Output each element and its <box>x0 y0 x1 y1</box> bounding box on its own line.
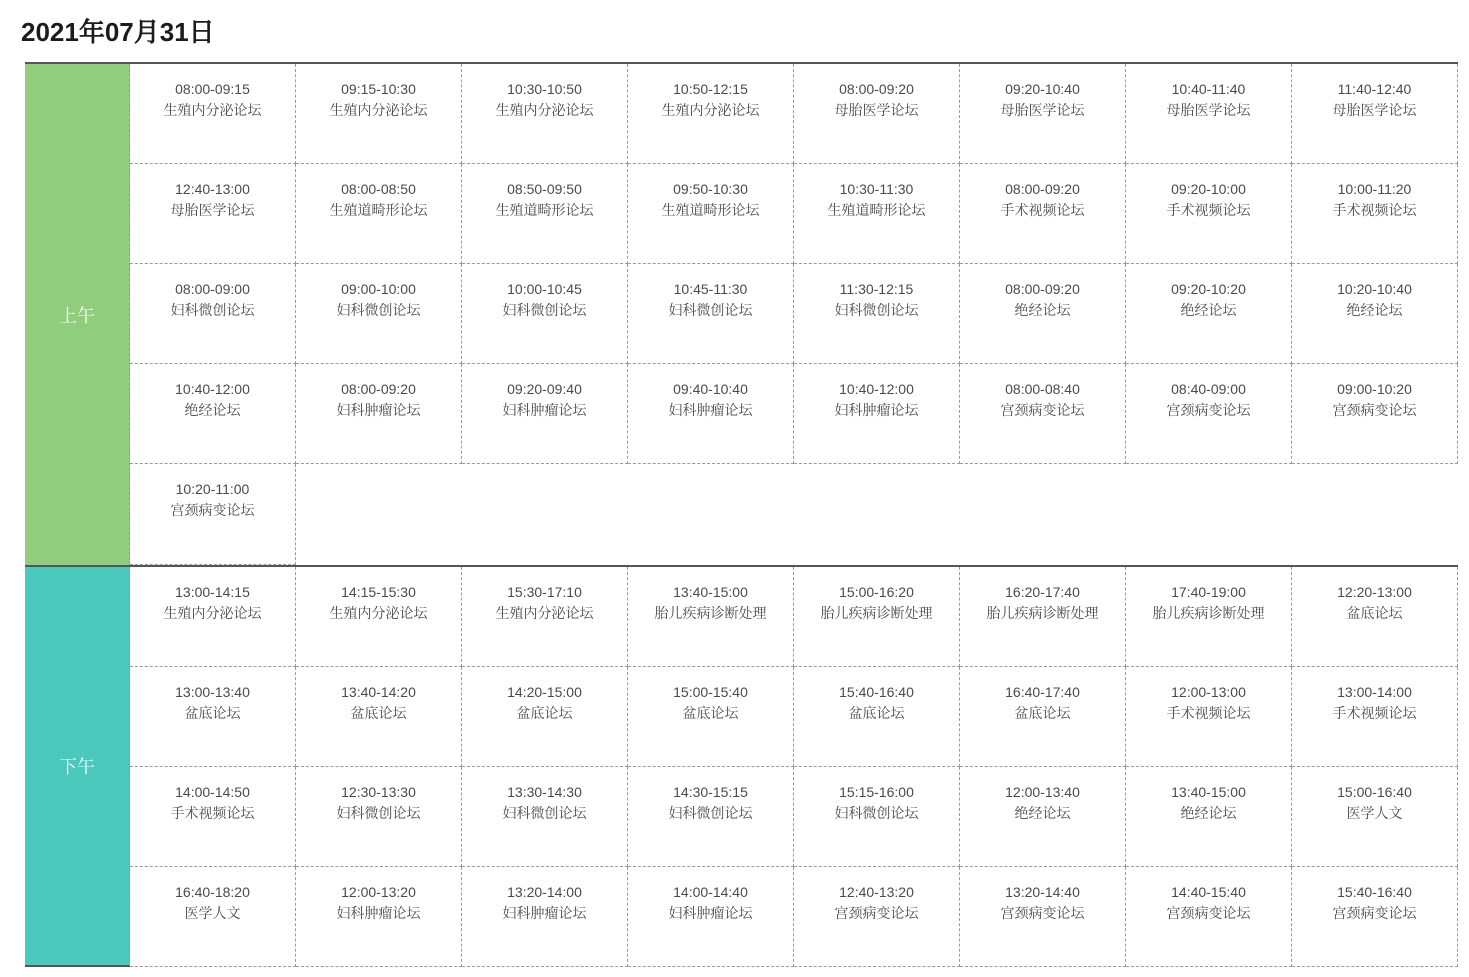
schedule-cell <box>296 164 462 264</box>
cell-time: 08:00-08:50 <box>341 181 416 197</box>
cell-forum: 妇科肿瘤论坛 <box>336 905 421 921</box>
cell-time: 16:40-17:40 <box>1005 684 1080 700</box>
cell-time: 15:15-16:00 <box>839 784 914 800</box>
schedule-cell <box>1292 867 1458 967</box>
schedule-cell <box>296 767 462 867</box>
schedule-cell <box>960 767 1126 867</box>
cell-time: 13:00-13:40 <box>175 684 250 700</box>
cell-time: 10:45-11:30 <box>673 281 748 297</box>
cell-time: 12:30-13:30 <box>341 784 416 800</box>
schedule-cell <box>130 667 296 767</box>
cell-time: 13:40-14:20 <box>341 684 416 700</box>
schedule-cell <box>1292 667 1458 767</box>
schedule-cell <box>794 567 960 667</box>
cell-time: 14:20-15:00 <box>507 684 582 700</box>
schedule-cell <box>960 164 1126 264</box>
cell-forum: 妇科肿瘤论坛 <box>834 402 919 418</box>
cell-time: 10:20-11:00 <box>175 481 250 497</box>
schedule-cell <box>628 364 794 464</box>
cell-forum: 盆底论坛 <box>184 705 241 721</box>
schedule-cell <box>960 667 1126 767</box>
cell-time: 16:20-17:40 <box>1005 584 1080 600</box>
cell-forum: 手术视频论坛 <box>1166 705 1251 721</box>
schedule-cell <box>1126 64 1292 164</box>
schedule-cell <box>794 867 960 967</box>
cell-forum: 盆底论坛 <box>848 705 905 721</box>
cell-time: 13:40-15:00 <box>1171 784 1246 800</box>
schedule-cell <box>960 867 1126 967</box>
cell-time: 12:00-13:40 <box>1005 784 1080 800</box>
schedule-cell <box>130 464 296 565</box>
schedule-cell <box>130 767 296 867</box>
schedule-table <box>25 62 1458 967</box>
cell-forum: 盆底论坛 <box>1346 605 1403 621</box>
cell-forum: 盆底论坛 <box>350 705 407 721</box>
cell-time: 10:30-10:50 <box>507 81 582 97</box>
cell-forum: 手术视频论坛 <box>1000 202 1085 218</box>
cell-time: 13:20-14:00 <box>507 884 582 900</box>
cell-forum: 宫颈病变论坛 <box>170 502 255 518</box>
cell-time: 15:40-16:40 <box>1337 884 1412 900</box>
afternoon-section-header <box>25 567 130 967</box>
schedule-cell <box>1126 867 1292 967</box>
schedule-cell <box>462 667 628 767</box>
schedule-cell <box>296 567 462 667</box>
schedule-cell <box>628 64 794 164</box>
schedule-cell <box>462 264 628 364</box>
schedule-cell <box>462 364 628 464</box>
schedule-cell <box>130 264 296 364</box>
cell-forum: 绝经论坛 <box>1014 302 1071 318</box>
cell-time: 10:30-11:30 <box>839 181 914 197</box>
schedule-cell <box>296 64 462 164</box>
schedule-cell <box>462 64 628 164</box>
afternoon-grid <box>130 567 1458 967</box>
cell-forum: 宫颈病变论坛 <box>1000 905 1085 921</box>
cell-forum: 母胎医学论坛 <box>170 202 255 218</box>
morning-section <box>25 64 1458 567</box>
morning-section-header <box>25 64 130 565</box>
page-title: 2021年07月31日 <box>21 17 215 47</box>
cell-time: 11:30-12:15 <box>839 281 914 297</box>
cell-forum: 绝经论坛 <box>1346 302 1403 318</box>
cell-time: 12:00-13:00 <box>1171 684 1246 700</box>
cell-time: 08:00-09:20 <box>839 81 914 97</box>
cell-time: 14:40-15:40 <box>1171 884 1246 900</box>
cell-forum: 生殖内分泌论坛 <box>329 605 428 621</box>
cell-time: 13:20-14:40 <box>1005 884 1080 900</box>
cell-time: 15:40-16:40 <box>839 684 914 700</box>
cell-time: 12:40-13:00 <box>175 181 250 197</box>
cell-forum: 胎儿疾病诊断处理 <box>986 605 1099 621</box>
cell-time: 10:40-12:00 <box>175 381 250 397</box>
cell-time: 08:00-09:00 <box>175 281 250 297</box>
schedule-cell <box>1126 264 1292 364</box>
cell-time: 11:40-12:40 <box>1337 81 1412 97</box>
cell-time: 15:30-17:10 <box>507 584 582 600</box>
cell-forum: 宫颈病变论坛 <box>834 905 919 921</box>
cell-forum: 妇科肿瘤论坛 <box>668 402 753 418</box>
schedule-cell <box>628 567 794 667</box>
schedule-cell <box>1292 264 1458 364</box>
cell-time: 09:20-09:40 <box>507 381 582 397</box>
cell-forum: 绝经论坛 <box>184 402 241 418</box>
cell-time: 08:00-09:20 <box>1005 281 1080 297</box>
cell-forum: 绝经论坛 <box>1014 805 1071 821</box>
schedule-cell <box>794 264 960 364</box>
schedule-cell <box>1126 364 1292 464</box>
cell-forum: 手术视频论坛 <box>1332 705 1417 721</box>
cell-time: 15:00-16:20 <box>839 584 914 600</box>
schedule-cell <box>462 867 628 967</box>
cell-time: 12:00-13:20 <box>341 884 416 900</box>
schedule-cell <box>960 264 1126 364</box>
schedule-cell <box>1126 164 1292 264</box>
schedule-cell <box>1292 364 1458 464</box>
cell-forum: 妇科肿瘤论坛 <box>668 905 753 921</box>
schedule-cell <box>130 567 296 667</box>
schedule-cell <box>1292 164 1458 264</box>
cell-forum: 绝经论坛 <box>1180 302 1237 318</box>
cell-time: 09:20-10:00 <box>1171 181 1246 197</box>
cell-time: 13:30-14:30 <box>507 784 582 800</box>
cell-time: 13:40-15:00 <box>673 584 748 600</box>
cell-forum: 妇科微创论坛 <box>502 805 587 821</box>
cell-time: 09:40-10:40 <box>673 381 748 397</box>
cell-time: 16:40-18:20 <box>175 884 250 900</box>
schedule-cell <box>296 667 462 767</box>
schedule-cell <box>130 164 296 264</box>
cell-forum: 妇科微创论坛 <box>170 302 255 318</box>
cell-time: 13:00-14:00 <box>1337 684 1412 700</box>
cell-forum: 生殖道畸形论坛 <box>329 202 428 218</box>
cell-time: 15:00-16:40 <box>1337 784 1412 800</box>
cell-time: 09:20-10:40 <box>1005 81 1080 97</box>
cell-forum: 宫颈病变论坛 <box>1000 402 1085 418</box>
cell-time: 14:30-15:15 <box>673 784 748 800</box>
cell-time: 10:40-11:40 <box>1171 81 1246 97</box>
schedule-cell <box>130 64 296 164</box>
afternoon-section-label: 下午 <box>59 757 95 777</box>
schedule-cell <box>1126 567 1292 667</box>
cell-time: 17:40-19:00 <box>1171 584 1246 600</box>
schedule-cell <box>1126 767 1292 867</box>
cell-time: 12:40-13:20 <box>839 884 914 900</box>
schedule-cell <box>130 867 296 967</box>
schedule-cell <box>296 867 462 967</box>
cell-forum: 盆底论坛 <box>516 705 573 721</box>
schedule-cell <box>794 667 960 767</box>
cell-forum: 母胎医学论坛 <box>834 102 919 118</box>
cell-forum: 妇科肿瘤论坛 <box>502 402 587 418</box>
cell-forum: 母胎医学论坛 <box>1000 102 1085 118</box>
schedule-cell <box>462 767 628 867</box>
cell-forum: 生殖道畸形论坛 <box>495 202 594 218</box>
schedule-cell <box>1292 567 1458 667</box>
cell-forum: 宫颈病变论坛 <box>1166 905 1251 921</box>
cell-forum: 胎儿疾病诊断处理 <box>820 605 933 621</box>
schedule-cell <box>296 364 462 464</box>
cell-forum: 妇科微创论坛 <box>834 805 919 821</box>
cell-time: 14:15-15:30 <box>341 584 416 600</box>
schedule-cell <box>794 364 960 464</box>
cell-time: 15:00-15:40 <box>673 684 748 700</box>
cell-time: 10:00-10:45 <box>507 281 582 297</box>
cell-forum: 妇科肿瘤论坛 <box>502 905 587 921</box>
cell-time: 08:00-09:20 <box>341 381 416 397</box>
schedule-cell <box>130 364 296 464</box>
cell-forum: 手术视频论坛 <box>170 805 255 821</box>
cell-forum: 生殖内分泌论坛 <box>495 605 594 621</box>
cell-time: 10:00-11:20 <box>1337 181 1412 197</box>
schedule-cell <box>296 264 462 364</box>
empty-cell <box>296 464 1458 565</box>
cell-forum: 盆底论坛 <box>1014 705 1071 721</box>
cell-forum: 宫颈病变论坛 <box>1332 905 1417 921</box>
cell-forum: 医学人文 <box>1346 805 1403 821</box>
cell-time: 08:00-09:20 <box>1005 181 1080 197</box>
cell-time: 08:00-09:15 <box>175 81 250 97</box>
schedule-cell <box>794 767 960 867</box>
cell-time: 13:00-14:15 <box>175 584 250 600</box>
cell-forum: 妇科微创论坛 <box>336 302 421 318</box>
cell-time: 10:50-12:15 <box>673 81 748 97</box>
cell-forum: 妇科微创论坛 <box>502 302 587 318</box>
schedule-cell <box>1292 767 1458 867</box>
cell-time: 08:40-09:00 <box>1171 381 1246 397</box>
cell-time: 09:15-10:30 <box>341 81 416 97</box>
cell-time: 10:20-10:40 <box>1337 281 1412 297</box>
schedule-cell <box>628 164 794 264</box>
cell-time: 08:00-08:40 <box>1005 381 1080 397</box>
morning-grid <box>130 64 1458 565</box>
cell-time: 10:40-12:00 <box>839 381 914 397</box>
schedule-cell <box>628 867 794 967</box>
cell-forum: 生殖内分泌论坛 <box>495 102 594 118</box>
cell-forum: 手术视频论坛 <box>1166 202 1251 218</box>
cell-forum: 手术视频论坛 <box>1332 202 1417 218</box>
cell-forum: 妇科微创论坛 <box>668 302 753 318</box>
cell-forum: 宫颈病变论坛 <box>1332 402 1417 418</box>
schedule-cell <box>794 64 960 164</box>
schedule-cell <box>960 364 1126 464</box>
cell-time: 09:20-10:20 <box>1171 281 1246 297</box>
cell-forum: 妇科微创论坛 <box>336 805 421 821</box>
schedule-cell <box>628 264 794 364</box>
schedule-cell <box>1126 667 1292 767</box>
cell-forum: 妇科肿瘤论坛 <box>336 402 421 418</box>
cell-time: 08:50-09:50 <box>507 181 582 197</box>
schedule-cell <box>1292 64 1458 164</box>
schedule-cell <box>628 767 794 867</box>
cell-forum: 妇科微创论坛 <box>668 805 753 821</box>
cell-forum: 盆底论坛 <box>682 705 739 721</box>
cell-time: 12:20-13:00 <box>1337 584 1412 600</box>
cell-forum: 绝经论坛 <box>1180 805 1237 821</box>
cell-time: 09:00-10:20 <box>1337 381 1412 397</box>
morning-section-label: 上午 <box>59 305 95 326</box>
schedule-cell <box>628 667 794 767</box>
schedule-cell <box>960 64 1126 164</box>
cell-forum: 生殖内分泌论坛 <box>163 605 262 621</box>
cell-forum: 生殖道畸形论坛 <box>827 202 926 218</box>
cell-time: 14:00-14:50 <box>175 784 250 800</box>
cell-forum: 生殖道畸形论坛 <box>661 202 760 218</box>
cell-forum: 胎儿疾病诊断处理 <box>654 605 767 621</box>
cell-forum: 母胎医学论坛 <box>1332 102 1417 118</box>
cell-time: 09:00-10:00 <box>341 281 416 297</box>
schedule-cell <box>462 567 628 667</box>
cell-forum: 母胎医学论坛 <box>1166 102 1251 118</box>
cell-forum: 胎儿疾病诊断处理 <box>1152 605 1265 621</box>
cell-time: 09:50-10:30 <box>673 181 748 197</box>
cell-time: 14:00-14:40 <box>673 884 748 900</box>
schedule-cell <box>462 164 628 264</box>
cell-forum: 生殖内分泌论坛 <box>661 102 760 118</box>
cell-forum: 生殖内分泌论坛 <box>163 102 262 118</box>
schedule-cell <box>960 567 1126 667</box>
cell-forum: 生殖内分泌论坛 <box>329 102 428 118</box>
afternoon-section <box>25 567 1458 967</box>
cell-forum: 妇科微创论坛 <box>834 302 919 318</box>
cell-forum: 宫颈病变论坛 <box>1166 402 1251 418</box>
cell-forum: 医学人文 <box>184 905 241 921</box>
schedule-cell <box>794 164 960 264</box>
